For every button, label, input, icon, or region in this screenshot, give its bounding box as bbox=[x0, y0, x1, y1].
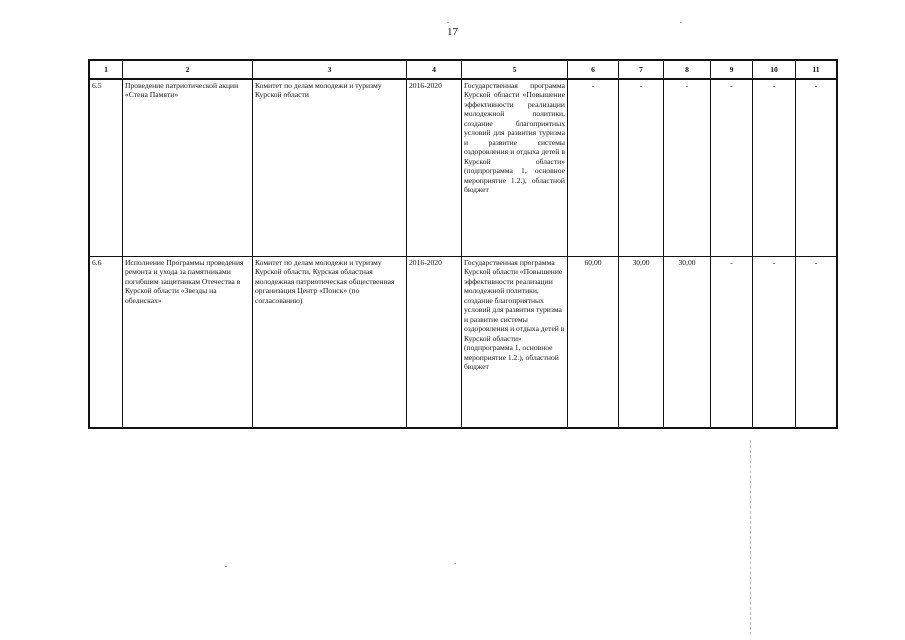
value-col-11: - bbox=[796, 79, 837, 257]
scan-artifact-line bbox=[750, 440, 751, 635]
column-header-5: 5 bbox=[462, 61, 568, 80]
funding-program: Государственная программа Курской области «Повышение эффективности реализации молодежной политики, создание благоприятных условий для развития туризма и развитие системы оздоровления и отдыха детей в Курской области» (подпрограмма 1, основное мероприятие 1.2.), областной бюджет bbox=[462, 79, 568, 257]
value-col-7: 30,00 bbox=[619, 257, 664, 428]
value-col-10: - bbox=[753, 79, 796, 257]
column-header-2: 2 bbox=[123, 61, 253, 80]
value-col-10: - bbox=[753, 257, 796, 428]
table-row bbox=[90, 79, 837, 257]
value-col-6: - bbox=[568, 79, 619, 257]
scan-speck bbox=[225, 566, 227, 567]
column-header-7: 7 bbox=[619, 61, 664, 80]
scan-speck bbox=[680, 22, 682, 23]
column-header-4: 4 bbox=[407, 61, 462, 80]
period: 2016-2020 bbox=[407, 79, 462, 257]
value-col-7: - bbox=[619, 79, 664, 257]
funding-program: Государственная программа Курской области «Повышение эффективности реализации молодежной политики, создание благоприятных условий для развития туризма и развитие системы оздоровления и отдыха детей в Курской области» (подпрограмма 1, основное мероприятие 1.2.), областной бюджет bbox=[462, 257, 568, 428]
header-row bbox=[90, 61, 837, 80]
column-header-1: 1 bbox=[90, 61, 123, 80]
scan-speck bbox=[447, 22, 449, 23]
column-header-9: 9 bbox=[711, 61, 753, 80]
period: 2016-2020 bbox=[407, 257, 462, 428]
value-col-6: 60,00 bbox=[568, 257, 619, 428]
page-number: 17 bbox=[447, 26, 458, 38]
value-col-8: 30,00 bbox=[664, 257, 711, 428]
row-id: 6.5 bbox=[90, 79, 123, 257]
measures-table bbox=[89, 60, 837, 428]
value-col-8: - bbox=[664, 79, 711, 257]
event-name: Проведение патриотической акции «Стена Памяти» bbox=[123, 79, 253, 257]
row-id: 6.6 bbox=[90, 257, 123, 428]
table-row bbox=[90, 257, 837, 428]
scan-speck bbox=[454, 563, 456, 564]
column-header-8: 8 bbox=[664, 61, 711, 80]
column-header-3: 3 bbox=[253, 61, 407, 80]
column-header-11: 11 bbox=[796, 61, 837, 80]
column-header-10: 10 bbox=[753, 61, 796, 80]
value-col-11: - bbox=[796, 257, 837, 428]
executor: Комитет по делам молодежи и туризму Курской области bbox=[253, 79, 407, 257]
executor: Комитет по делам молодежи и туризму Курской области, Курская областная молодежная патриотическая общественная организация Центр «Поиск» (по согласованию) bbox=[253, 257, 407, 428]
event-name: Исполнение Программы проведения ремонта и ухода за памятниками погибшим защитникам Отечества в Курской области «Звезды на обелисках» bbox=[123, 257, 253, 428]
value-col-9: - bbox=[711, 79, 753, 257]
value-col-9: - bbox=[711, 257, 753, 428]
column-header-6: 6 bbox=[568, 61, 619, 80]
